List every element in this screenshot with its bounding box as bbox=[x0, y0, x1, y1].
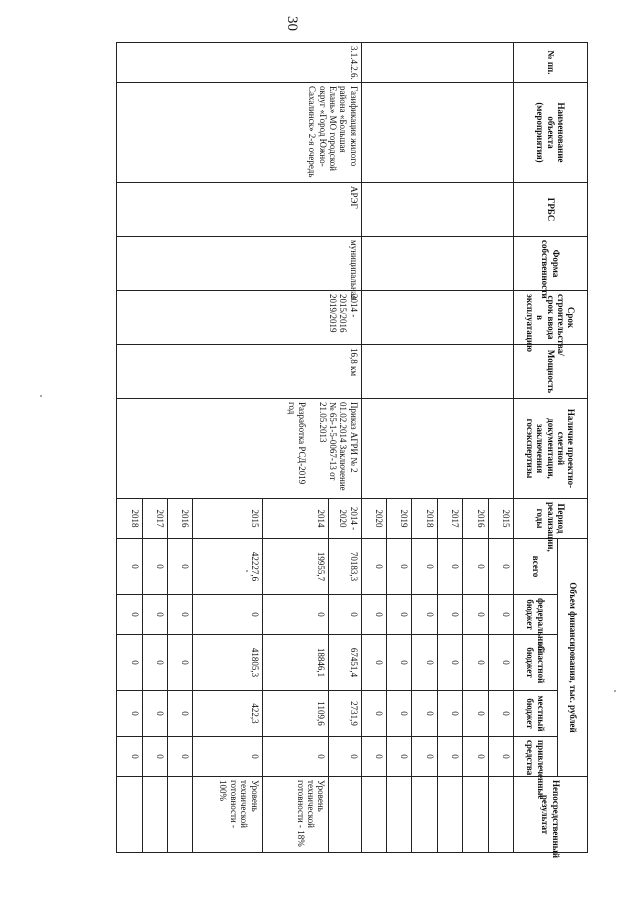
result-cell bbox=[463, 777, 488, 853]
empty-cell bbox=[361, 237, 513, 291]
result-cell bbox=[329, 777, 361, 853]
local-cell: 1109,6 bbox=[262, 691, 329, 737]
year-cell: 2016 bbox=[167, 499, 192, 539]
header-period: Период реализации, годы bbox=[514, 499, 588, 539]
total-cell: 70183,3 bbox=[329, 539, 361, 595]
attracted-cell: 0 bbox=[387, 737, 412, 777]
total-cell: 0 bbox=[117, 539, 143, 595]
total-cell: 42227,6 bbox=[193, 539, 262, 595]
local-cell: 0 bbox=[488, 691, 513, 737]
header-psd: Наличие проектно-сметной документации, заключения госэкспертизы bbox=[514, 399, 588, 499]
item-psd bbox=[117, 399, 362, 499]
header-local: местный бюджет bbox=[514, 691, 558, 737]
result-cell bbox=[437, 777, 462, 853]
header-term: Срок строительства/срок ввода в эксплуатацию bbox=[514, 291, 588, 345]
header-num: № пп. bbox=[514, 43, 588, 83]
scan-speck bbox=[40, 395, 42, 397]
year-cell: 2020 bbox=[361, 499, 386, 539]
local-cell: 0 bbox=[437, 691, 462, 737]
empty-cell bbox=[361, 83, 513, 183]
result-cell bbox=[412, 777, 437, 853]
total-cell: 0 bbox=[412, 539, 437, 595]
result-cell bbox=[117, 777, 143, 853]
local-cell: 0 bbox=[117, 691, 143, 737]
local-cell: 0 bbox=[463, 691, 488, 737]
page-number: 30 bbox=[284, 16, 300, 31]
attracted-cell: 0 bbox=[488, 737, 513, 777]
federal-cell: 0 bbox=[142, 595, 167, 635]
table-row bbox=[488, 43, 513, 853]
year-cell: 2018 bbox=[117, 499, 143, 539]
federal-cell: 0 bbox=[167, 595, 192, 635]
result-cell: Уровень технической готовности - 100% bbox=[193, 777, 262, 853]
regional-cell: 0 bbox=[142, 635, 167, 691]
header-funding: Объем финансирования, тыс. рублей bbox=[558, 539, 588, 777]
item-ownership: муниципальная bbox=[117, 237, 362, 291]
federal-cell: 0 bbox=[193, 595, 262, 635]
empty-cell bbox=[361, 183, 513, 237]
attracted-cell: 0 bbox=[437, 737, 462, 777]
table-row bbox=[329, 43, 361, 853]
year-cell: 2017 bbox=[437, 499, 462, 539]
attracted-cell: 0 bbox=[262, 737, 329, 777]
empty-cell bbox=[361, 399, 513, 499]
item-capacity: 16,8 км bbox=[117, 345, 362, 399]
regional-cell: 0 bbox=[437, 635, 462, 691]
empty-cell bbox=[361, 43, 513, 83]
header-result: Непосредственный результат bbox=[514, 777, 588, 853]
result-cell bbox=[142, 777, 167, 853]
header-ownership: Форма собственности bbox=[514, 237, 588, 291]
empty-cell bbox=[361, 345, 513, 399]
federal-cell: 0 bbox=[361, 595, 386, 635]
header-federal: федеральный бюджет bbox=[514, 595, 558, 635]
item-psd-line: Разработка РСД-2019 год bbox=[287, 402, 308, 485]
year-cell: 2016 bbox=[463, 499, 488, 539]
item-number: 3.1.4.2.6. bbox=[117, 43, 362, 83]
result-cell bbox=[167, 777, 192, 853]
attracted-cell: 0 bbox=[329, 737, 361, 777]
total-cell: 0 bbox=[361, 539, 386, 595]
total-cell: 0 bbox=[387, 539, 412, 595]
regional-cell: 0 bbox=[463, 635, 488, 691]
local-cell: 0 bbox=[412, 691, 437, 737]
federal-cell: 0 bbox=[117, 595, 143, 635]
regional-cell: 0 bbox=[167, 635, 192, 691]
regional-cell: 18846,1 bbox=[262, 635, 329, 691]
attracted-cell: 0 bbox=[412, 737, 437, 777]
local-cell: 2731,9 bbox=[329, 691, 361, 737]
item-term-line: 2019/2019 bbox=[328, 294, 339, 333]
funding-table bbox=[116, 42, 588, 859]
scan-speck bbox=[246, 570, 248, 572]
year-cell: 2014 - 2020 bbox=[329, 499, 361, 539]
attracted-cell: 0 bbox=[117, 737, 143, 777]
local-cell: 0 bbox=[361, 691, 386, 737]
year-cell: 2014 bbox=[262, 499, 329, 539]
regional-cell: 67451,4 bbox=[329, 635, 361, 691]
attracted-cell: 0 bbox=[142, 737, 167, 777]
federal-cell: 0 bbox=[463, 595, 488, 635]
regional-cell: 0 bbox=[117, 635, 143, 691]
item-term-line: 2014 - 2015/2016 bbox=[338, 294, 359, 333]
regional-cell: 0 bbox=[387, 635, 412, 691]
total-cell: 0 bbox=[142, 539, 167, 595]
local-cell: 0 bbox=[142, 691, 167, 737]
item-term bbox=[117, 291, 362, 345]
result-cell bbox=[387, 777, 412, 853]
attracted-cell: 0 bbox=[463, 737, 488, 777]
result-cell bbox=[361, 777, 386, 853]
attracted-cell: 0 bbox=[193, 737, 262, 777]
empty-cell bbox=[361, 291, 513, 345]
result-cell bbox=[488, 777, 513, 853]
federal-cell: 0 bbox=[412, 595, 437, 635]
total-cell: 0 bbox=[488, 539, 513, 595]
total-cell: 19955,7 bbox=[262, 539, 329, 595]
attracted-cell: 0 bbox=[361, 737, 386, 777]
federal-cell: 0 bbox=[262, 595, 329, 635]
federal-cell: 0 bbox=[329, 595, 361, 635]
federal-cell: 0 bbox=[488, 595, 513, 635]
header-name: Наименование объекта (мероприятия) bbox=[514, 83, 588, 183]
federal-cell: 0 bbox=[387, 595, 412, 635]
header-regional: областной бюджет bbox=[514, 635, 558, 691]
total-cell: 0 bbox=[437, 539, 462, 595]
year-cell: 2015 bbox=[193, 499, 262, 539]
local-cell: 422,3 bbox=[193, 691, 262, 737]
regional-cell: 0 bbox=[488, 635, 513, 691]
year-cell: 2015 bbox=[488, 499, 513, 539]
result-cell: Уровень технической готовности - 18% bbox=[262, 777, 329, 853]
year-cell: 2018 bbox=[412, 499, 437, 539]
document-page bbox=[116, 42, 588, 859]
regional-cell: 41805,3 bbox=[193, 635, 262, 691]
total-cell: 0 bbox=[463, 539, 488, 595]
header-grbs: ГРБС bbox=[514, 183, 588, 237]
regional-cell: 0 bbox=[412, 635, 437, 691]
local-cell: 0 bbox=[167, 691, 192, 737]
header-row-1 bbox=[558, 43, 588, 853]
item-name: Газификация жилого района «Большая Елань» МО городской округ «Город Южно-Сахалинск» 2-я очередь bbox=[117, 83, 362, 183]
year-cell: 2019 bbox=[387, 499, 412, 539]
total-cell: 0 bbox=[167, 539, 192, 595]
header-attracted: привлеченные средства bbox=[514, 737, 558, 777]
item-grbs: АРЭГ bbox=[117, 183, 362, 237]
local-cell: 0 bbox=[387, 691, 412, 737]
header-total: всего bbox=[514, 539, 558, 595]
year-cell: 2017 bbox=[142, 499, 167, 539]
federal-cell: 0 bbox=[437, 595, 462, 635]
item-psd-line: Приказ АГРИ № 2 01.02.2014 Заключение № 65-1-5-0067-13 от 21.05.2013 bbox=[317, 402, 359, 491]
scan-speck bbox=[614, 690, 616, 692]
header-capacity: Мощность bbox=[514, 345, 588, 399]
regional-cell: 0 bbox=[361, 635, 386, 691]
attracted-cell: 0 bbox=[167, 737, 192, 777]
